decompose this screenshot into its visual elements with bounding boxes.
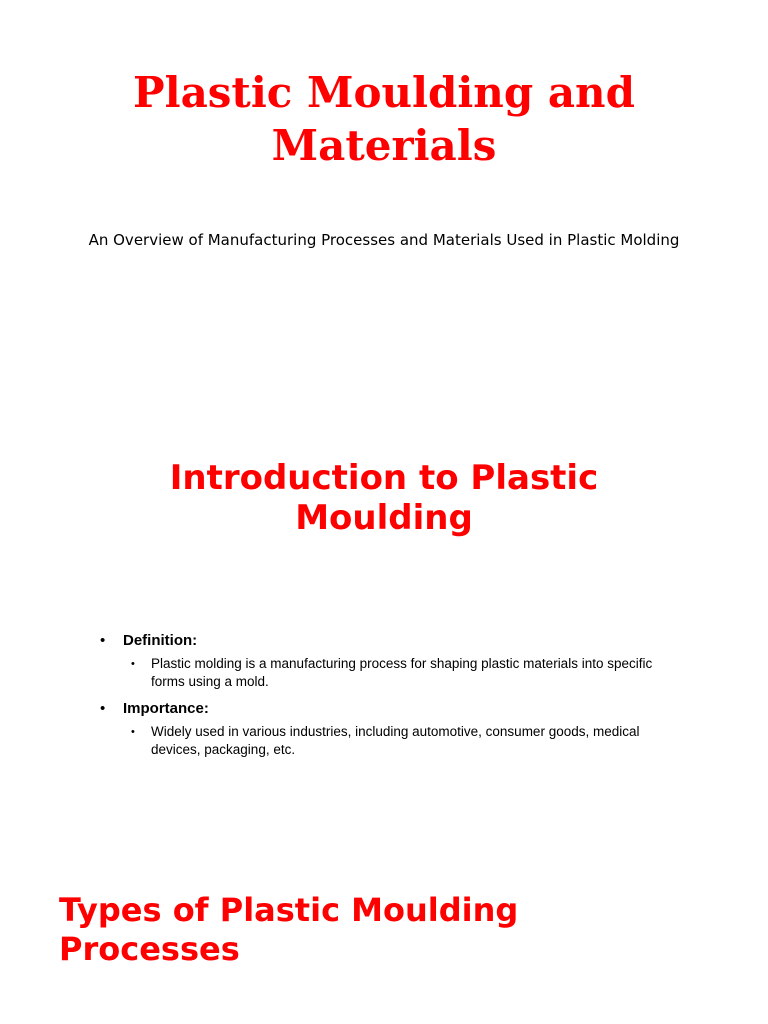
intro-slide-heading: Introduction to Plastic Moulding — [169, 458, 599, 538]
definition-label: Definition: — [123, 632, 198, 649]
definition-bullet — [100, 631, 680, 651]
definition-sub-list — [100, 655, 680, 691]
definition-detail: • Plastic molding is a manufacturing process for shaping plastic materials into specific forms using a mold. — [129, 655, 680, 691]
importance-sub-list — [100, 723, 680, 759]
importance-bullet — [100, 699, 680, 719]
intro-bullet-list — [100, 631, 680, 767]
types-slide-heading: Types of Plastic Moulding Processes — [59, 891, 519, 968]
importance-label: Importance: — [123, 700, 209, 717]
importance-detail: • Widely used in various industries, including automotive, consumer goods, medical devices, packaging, etc. — [129, 723, 680, 759]
title-slide-subtitle: An Overview of Manufacturing Processes and Materials Used in Plastic Molding — [88, 231, 680, 249]
title-slide-title: Plastic Moulding and Materials — [133, 68, 635, 170]
